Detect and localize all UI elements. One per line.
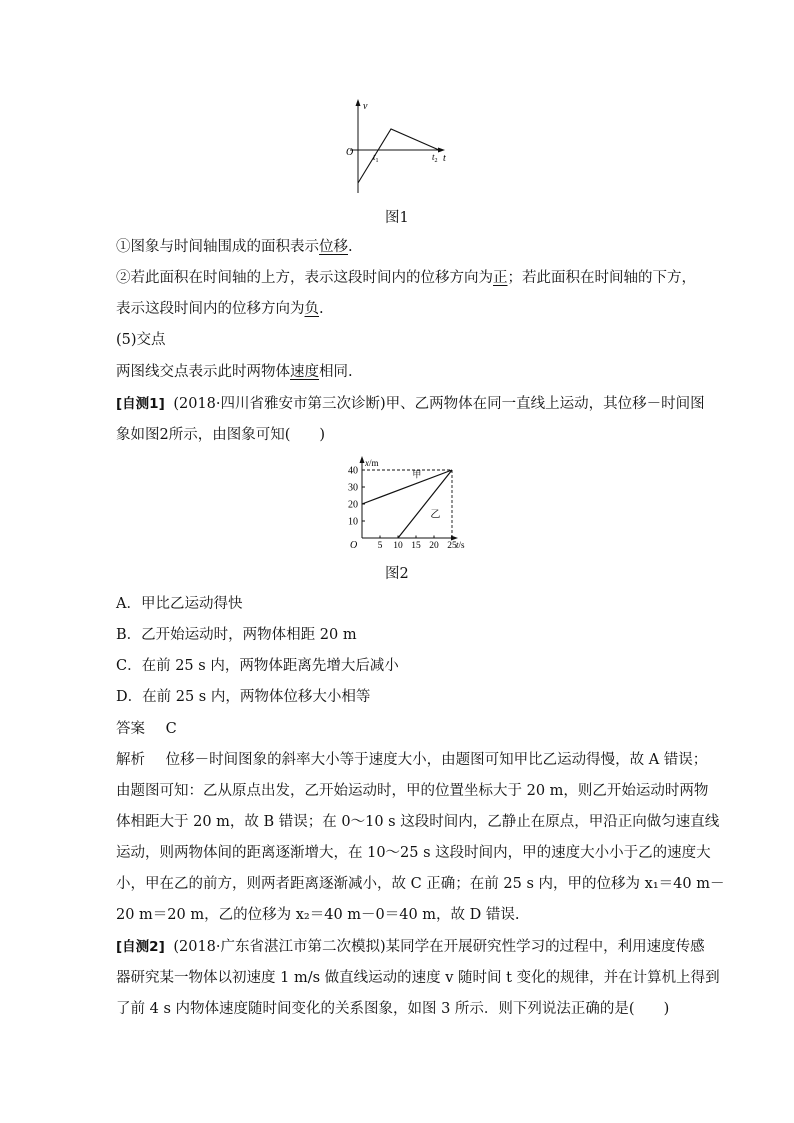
option-d: D．在前 25 s 内，两物体位移大小相等 — [116, 689, 371, 705]
analysis-line-2: 由题图可知：乙从原点出发，乙开始运动时，甲的位置坐标大于 20 m，则乙开始运动时两物 — [116, 783, 709, 799]
analysis-line-5: 小，甲在乙的前方，则两者距离逐渐减小，故 C 正确；在前 25 s 内，甲的位移为 x₁＝40 m－ — [116, 876, 725, 892]
underline-displacement: 位移 — [319, 239, 348, 255]
fig2-y-tick-label-30: 30 — [348, 482, 358, 494]
fig2-y-tick-label-40: 40 — [348, 465, 358, 477]
analysis-line-4: 运动，则两物体间的距离逐渐增大，在 10～25 s 这段时间内，甲的速度大小小于乙的速度大 — [116, 845, 711, 861]
fig1-t-arrow — [438, 148, 445, 153]
fig2-x-tick-label-5: 5 — [377, 541, 383, 551]
fig2-y-axis-label: x/m — [365, 458, 379, 468]
option-a: A．甲比乙运动得快 — [116, 596, 243, 612]
fig2-x-axis-label: t/s — [456, 540, 465, 550]
figure2-xt-chart — [330, 452, 480, 552]
figure2-caption: 图2 — [385, 566, 409, 582]
answer-value: C — [165, 721, 177, 737]
fig2-x-tick-label-20: 20 — [429, 541, 439, 551]
underline-positive: 正 — [493, 270, 508, 286]
question1-line1: [自测1] (2018·四川省雅安市第三次诊断)甲、乙两物体在同一直线上运动，其位移－时间图 — [116, 396, 705, 412]
question1-line2: 象如图2所示，由图象可知( ) — [116, 427, 326, 443]
answer-label: 答案 — [116, 721, 145, 737]
fig2-label-jia: 甲 — [412, 469, 422, 480]
fig2-x-tick-label-10: 10 — [393, 541, 403, 551]
fig1-t2-label: $t_2$ — [432, 152, 438, 164]
analysis-label: 解析 — [116, 752, 145, 768]
underline-velocity: 速度 — [290, 364, 319, 380]
fig1-v-label: v — [363, 101, 368, 112]
option-c: C．在前 25 s 内，两物体距离先增大后减小 — [116, 658, 399, 674]
question2-line3: 了前 4 s 内物体速度随时间变化的关系图象，如图 3 所示．则下列说法正确的是( ) — [116, 1001, 670, 1017]
fig2-label-yi: 乙 — [430, 509, 441, 521]
analysis-line-3: 体相距大于 20 m，故 B 错误；在 0～10 s 这段时间内，乙静止在原点，甲沿正向做匀速直线 — [116, 814, 720, 830]
para-direction-line2: 表示这段时间内的位移方向为负. — [116, 301, 324, 317]
fig2-y-arrow — [360, 456, 365, 463]
underline-negative: 负 — [304, 301, 319, 317]
fig1-v-arrow — [356, 99, 361, 106]
para-area-displacement: ①图象与时间轴围成的面积表示位移. — [116, 239, 353, 255]
fig1-origin-label: O — [346, 147, 354, 158]
fig1-t1-label: $t_1$ — [373, 152, 379, 164]
question2-line2: 器研究某一物体以初速度 1 m/s 做直线运动的速度 v 随时间 t 变化的规律，并在计算机上得到 — [116, 970, 720, 986]
fig2-x-tick-label-25: 25 — [447, 541, 457, 551]
question2-tag: [自测2] — [116, 939, 165, 955]
fig2-x-tick-label-15: 15 — [411, 541, 421, 551]
answer-row — [116, 719, 177, 739]
figure1-caption: 图1 — [385, 210, 409, 226]
question1-tag: [自测1] — [116, 396, 165, 412]
analysis-line-6: 20 m＝20 m，乙的位移为 x₂＝40 m－0＝40 m，故 D 错误. — [116, 907, 520, 923]
question2-line1: [自测2] (2018·广东省湛江市第二次模拟)某同学在开展研究性学习的过程中，利用速度传感 — [116, 939, 705, 955]
analysis-line-1: 解析 位移－时间图象的斜率大小等于速度大小，由题图可知甲比乙运动得慢，故 A 错误； — [116, 752, 708, 768]
fig2-y-tick-label-10: 10 — [348, 516, 358, 528]
para-direction-line1: ②若此面积在时间轴的上方，表示这段时间内的位移方向为正；若此面积在时间轴的下方， — [116, 270, 696, 286]
option-b: B．乙开始运动时，两物体相距 20 m — [116, 627, 357, 643]
section-intersection-title: (5)交点 — [116, 332, 166, 348]
fig1-t-label: t — [443, 153, 446, 164]
para-intersection: 两图线交点表示此时两物体速度相同. — [116, 364, 353, 380]
figure1-vt-graph — [335, 95, 455, 200]
fig2-origin-label: O — [350, 540, 358, 551]
fig2-y-tick-label-20: 20 — [348, 499, 358, 511]
fig1-velocity-line — [358, 129, 439, 183]
